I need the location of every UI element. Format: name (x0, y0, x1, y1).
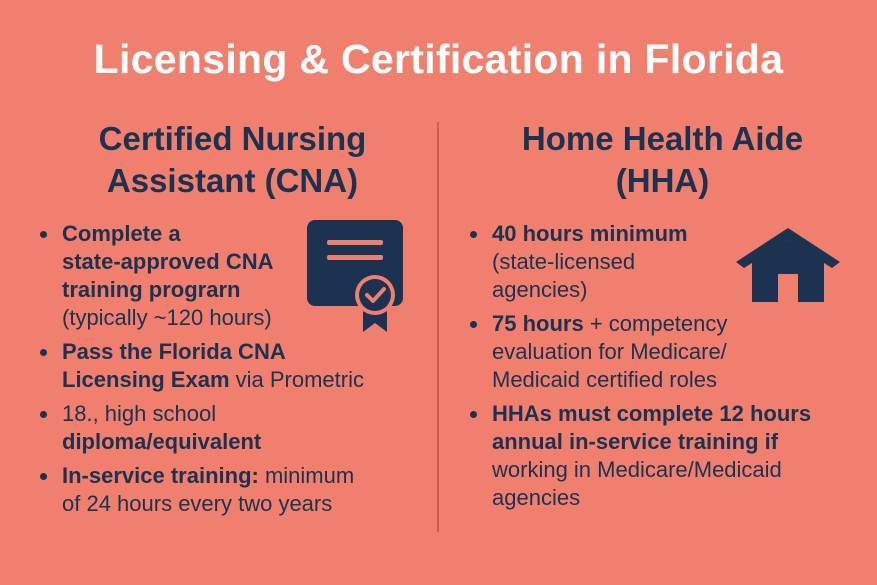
cna-heading-line1: Certified Nursing (98, 120, 367, 157)
house-icon (736, 228, 840, 309)
cna-heading-line2: Assistant (CNA) (106, 162, 359, 199)
list-item: Pass the Florida CNA Licensing Exam via Prometric (40, 338, 410, 394)
list-item: Complete a state-approved CNA training prograrn (typically ~120 hours) (40, 220, 410, 332)
hha-heading-line1: Home Health Aide (521, 120, 804, 157)
list-item: 18., high school diploma/equivalent (40, 400, 410, 456)
certificate-icon (307, 220, 405, 337)
hha-heading-line2: (HHA) (615, 162, 710, 199)
cna-heading (40, 118, 425, 202)
page-title: Licensing & Certification in Florida (93, 36, 784, 82)
column-divider (437, 122, 439, 532)
list-item: 75 hours + competency evaluation for Medicare/ Medicaid certified roles (470, 310, 850, 394)
list-item: HHAs must complete 12 hours annual in-service training if working in Medicare/Medicaid agencies (470, 400, 850, 512)
hha-heading (470, 118, 855, 202)
list-item: 40 hours minimum (state-licensed agencies) (470, 220, 850, 304)
list-item: In-service training: minimum of 24 hours every two years (40, 462, 410, 518)
